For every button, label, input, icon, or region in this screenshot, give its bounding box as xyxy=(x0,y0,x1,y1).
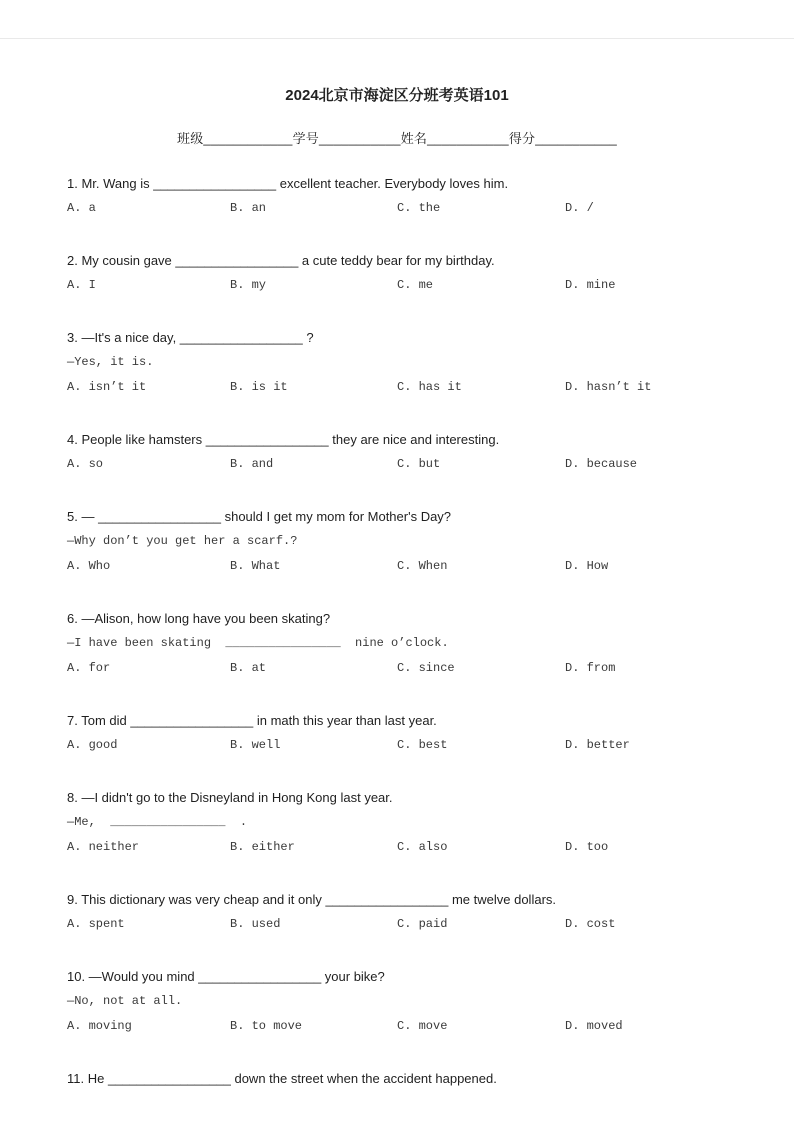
option-d: D. mine xyxy=(565,278,616,292)
question-block-7 xyxy=(67,708,727,758)
option-d: D. / xyxy=(565,201,594,215)
option-a: A. a xyxy=(67,201,96,215)
options-row xyxy=(67,375,727,400)
question-stem: 9. This dictionary was very cheap and it only _________________ me twelve dollars. xyxy=(67,892,557,907)
exam-page xyxy=(0,39,794,1091)
option-b: B. well xyxy=(230,738,281,752)
reply-line: —Why don’t you get her a scarf.? xyxy=(67,534,298,548)
options-row xyxy=(67,912,727,937)
options-row xyxy=(67,452,727,477)
options-row xyxy=(67,554,727,579)
option-b: B. used xyxy=(230,917,281,931)
question-block-6 xyxy=(67,606,727,681)
questions-container xyxy=(67,171,727,1091)
option-c: C. When xyxy=(397,559,448,573)
option-d: D. How xyxy=(565,559,609,573)
option-a: A. moving xyxy=(67,1019,132,1033)
options-row xyxy=(67,273,727,298)
question-stem: 8. —I didn't go to the Disneyland in Hong Kong last year. xyxy=(67,790,393,805)
reply-line: —Yes, it is. xyxy=(67,355,154,369)
student-info-line: 班级____________学号___________姓名___________得分___________ xyxy=(177,131,617,146)
option-d: D. hasn’t it xyxy=(565,380,652,394)
question-block-2 xyxy=(67,248,727,298)
options-row xyxy=(67,656,727,681)
option-a: A. so xyxy=(67,457,104,471)
option-c: C. since xyxy=(397,661,455,675)
option-d: D. from xyxy=(565,661,616,675)
option-b: B. at xyxy=(230,661,267,675)
option-d: D. moved xyxy=(565,1019,623,1033)
top-divider xyxy=(0,0,794,39)
question-stem: 10. —Would you mind _________________ your bike? xyxy=(67,969,385,984)
option-d: D. because xyxy=(565,457,638,471)
question-block-10 xyxy=(67,964,727,1039)
option-b: B. either xyxy=(230,840,295,854)
question-block-9 xyxy=(67,887,727,937)
option-d: D. better xyxy=(565,738,630,752)
question-block-11 xyxy=(67,1066,727,1091)
option-b: B. an xyxy=(230,201,267,215)
option-a: A. good xyxy=(67,738,118,752)
option-b: B. and xyxy=(230,457,274,471)
question-stem: 4. People like hamsters _________________ they are nice and interesting. xyxy=(67,432,500,447)
question-stem: 2. My cousin gave _________________ a cute teddy bear for my birthday. xyxy=(67,253,495,268)
option-a: A. Who xyxy=(67,559,111,573)
reply-line: —Me, ________________ . xyxy=(67,815,248,829)
option-d: D. cost xyxy=(565,917,616,931)
option-c: C. move xyxy=(397,1019,448,1033)
question-block-5 xyxy=(67,504,727,579)
option-c: C. the xyxy=(397,201,441,215)
question-stem: 11. He _________________ down the street when the accident happened. xyxy=(67,1071,497,1086)
option-c: C. me xyxy=(397,278,434,292)
option-c: C. but xyxy=(397,457,441,471)
reply-line: —No, not at all. xyxy=(67,994,183,1008)
question-stem: 5. — _________________ should I get my mom for Mother's Day? xyxy=(67,509,452,524)
option-a: A. isn’t it xyxy=(67,380,147,394)
option-c: C. paid xyxy=(397,917,448,931)
option-b: B. is it xyxy=(230,380,288,394)
question-stem: 1. Mr. Wang is _________________ excellent teacher. Everybody loves him. xyxy=(67,176,509,191)
options-row xyxy=(67,196,727,221)
question-block-1 xyxy=(67,171,727,221)
reply-line: —I have been skating ________________ nine o’clock. xyxy=(67,636,449,650)
question-stem: 7. Tom did _________________ in math this year than last year. xyxy=(67,713,437,728)
option-a: A. neither xyxy=(67,840,140,854)
option-d: D. too xyxy=(565,840,609,854)
page-title: 2024北京市海淀区分班考英语101 xyxy=(285,87,509,104)
option-b: B. my xyxy=(230,278,267,292)
option-a: A. spent xyxy=(67,917,125,931)
question-stem: 3. —It's a nice day, _________________ ? xyxy=(67,330,314,345)
option-b: B. to move xyxy=(230,1019,303,1033)
options-row xyxy=(67,1014,727,1039)
question-block-4 xyxy=(67,427,727,477)
question-stem: 6. —Alison, how long have you been skating? xyxy=(67,611,331,626)
option-c: C. has it xyxy=(397,380,462,394)
question-block-8 xyxy=(67,785,727,860)
option-c: C. also xyxy=(397,840,448,854)
option-a: A. I xyxy=(67,278,96,292)
option-a: A. for xyxy=(67,661,111,675)
options-row xyxy=(67,835,727,860)
question-block-3 xyxy=(67,325,727,400)
option-c: C. best xyxy=(397,738,448,752)
option-b: B. What xyxy=(230,559,281,573)
options-row xyxy=(67,733,727,758)
